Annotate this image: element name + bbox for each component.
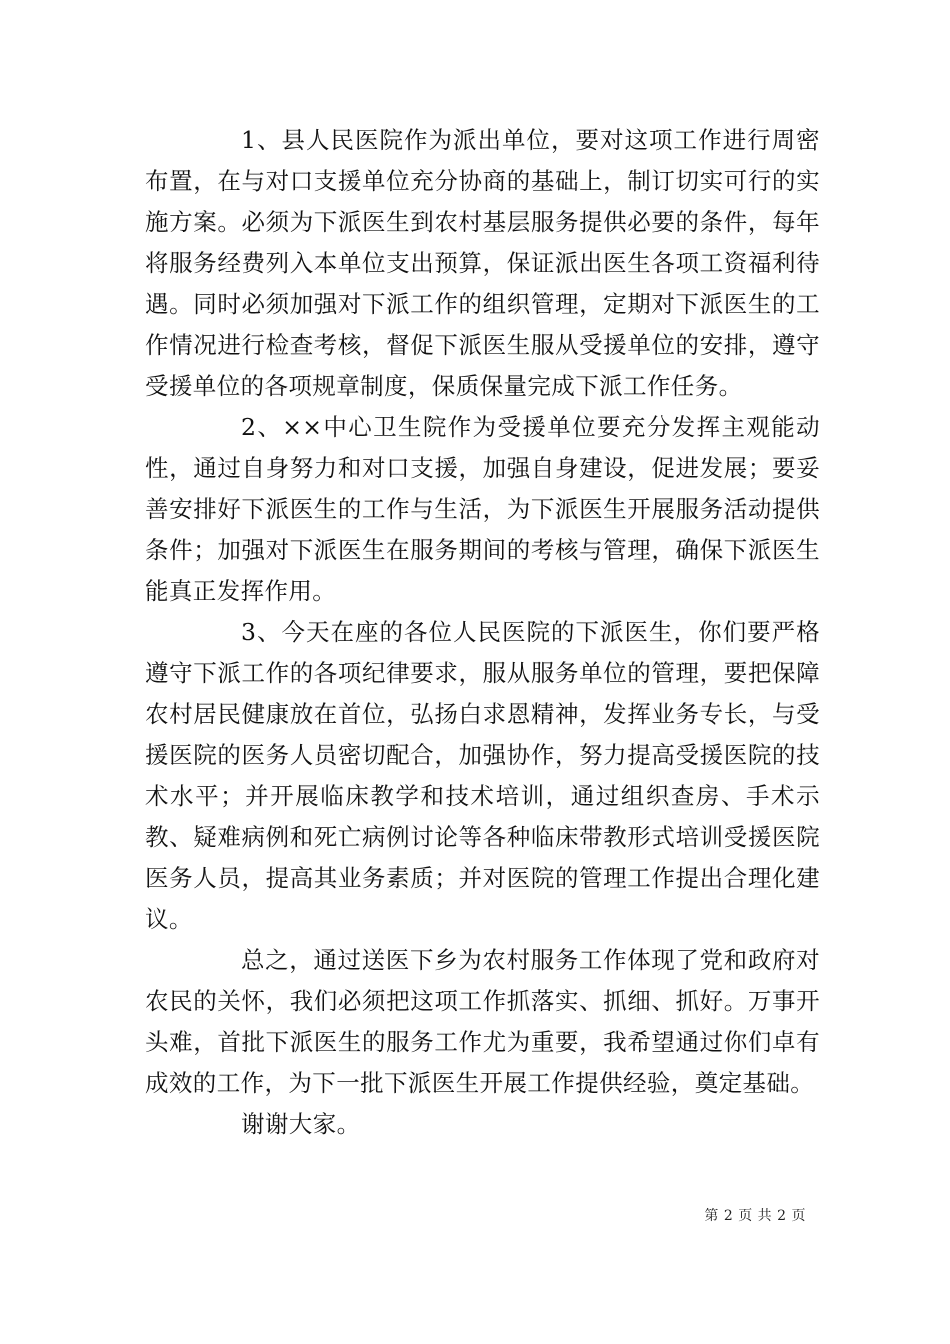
- paragraph-summary: 总之，通过送医下乡为农村服务工作体现了党和政府对农民的关怀，我们必须把这项工作抓落实、抓细、抓好。万事开头难，首批下派医生的服务工作尤为重要，我希望通过你们卓有成效的工作，为下一批下派医生开展工作提供经验，奠定基础。: [145, 946, 820, 1097]
- paragraph-hospital-dispatch: 1、县人民医院作为派出单位，要对这项工作进行周密布置，在与对口支援单位充分协商的基础上，制订切实可行的实施方案。必须为下派医生到农村基层服务提供必要的条件，每年将服务经费列入本单位支出预算，保证派出医生各项工资福利待遇。同时必须加强对下派工作的组织管理，定期对下派医生的工作情况进行检查考核，督促下派医生服从受援单位的安排，遵守受援单位的各项规章制度，保质保量完成下派工作任务。: [145, 126, 820, 400]
- document-body: [145, 120, 820, 1145]
- closing-thanks: 谢谢大家。: [241, 1110, 361, 1138]
- page-number: 第 2 页 共 2 页: [704, 1208, 806, 1224]
- paragraph-dispatched-doctors: 3、今天在座的各位人民医院的下派医生，你们要严格遵守下派工作的各项纪律要求，服从服务单位的管理，要把保障农村居民健康放在首位，弘扬白求恩精神，发挥业务专长，与受援医院的医务人员密切配合，加强协作，努力提高受援医院的技术水平；并开展临床教学和技术培训，通过组织查房、手术示教、疑难病例和死亡病例讨论等各种临床带教形式培训受援医院医务人员，提高其业务素质；并对医院的管理工作提出合理化建议。: [145, 618, 820, 933]
- paragraph-health-center: 2、××中心卫生院作为受援单位要充分发挥主观能动性，通过自身努力和对口支援，加强自身建设，促进发展；要妥善安排好下派医生的工作与生活，为下派医生开展服务活动提供条件；加强对下派医生在服务期间的考核与管理，确保下派医生能真正发挥作用。: [145, 413, 820, 605]
